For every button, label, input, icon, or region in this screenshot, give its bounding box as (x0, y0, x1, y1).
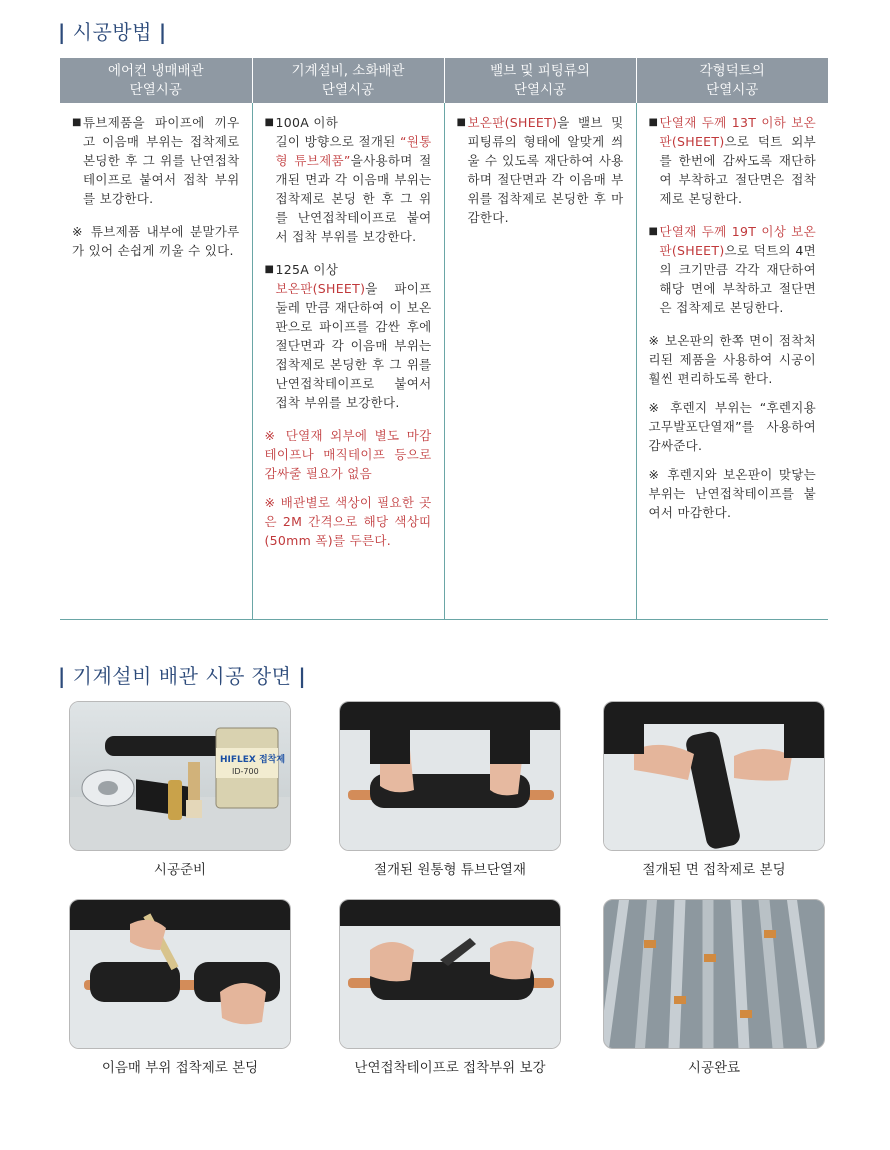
cell-duct (636, 103, 828, 620)
bullet-icon: ■ (456, 117, 467, 128)
bullet-icon: ■ (264, 117, 275, 128)
table-body-row (60, 103, 828, 620)
note-text: ※ 배관별로 색상이 필요한 곳은 2M 간격으로 해당 색상띠(50mm 폭)를 두른다. (264, 495, 432, 548)
list-item: ■ 보온판(SHEET)을 밸브 및 피팅류의 형태에 알맞게 씌울 수 있도록 재단하여 사용하며 절단면과 각 이음매 부위를 접착제로 본딩한 후 마감한다. (456, 115, 624, 225)
photo-bonding-face (603, 701, 825, 851)
list-item: ■ 단열재 두께 13T 이하 보온판(SHEET)으로 덕트 외부를 한번에 감싸도록 재단하여 부착하고 절단면은 접착제로 본딩한다. (648, 115, 816, 206)
photo-completed (603, 899, 825, 1049)
can-brand-text: HIFLEX 접착제 (220, 755, 286, 765)
method-table (60, 58, 828, 620)
bullet-icon: ■ (72, 117, 82, 128)
caption: 절개된 면 접착제로 본딩 (642, 862, 786, 878)
header-duct: 각형덕트의 단열시공 (636, 58, 828, 103)
photo-tape-reinforce (339, 899, 561, 1049)
note-text: ※ 단열재 외부에 별도 마감 테이프나 매직테이프 등으로 감싸줄 필요가 없음 (264, 428, 432, 481)
note-text: ※ 후렌지와 보온판이 맞닿는 부위는 난연접착테이프를 붙여서 마감한다. (648, 467, 816, 520)
note-text: ※ 보온판의 한쪽 면이 점착처리된 제품을 사용하여 시공이 훨씬 편리하도록 한다. (648, 333, 816, 386)
cell-mechanical (252, 103, 444, 620)
list-item: ■ 단열재 두께 19T 이상 보온판(SHEET)으로 덕트의 4면의 크기만큼 각각 재단하여 해당 면에 부착하고 절단면은 접착제로 본딩한다. (648, 224, 816, 315)
caption: 절개된 원통형 튜브단열재 (373, 862, 527, 878)
photo-bonding-joint (69, 899, 291, 1049)
section-title-method: | 시공방법 | (58, 20, 167, 44)
section-title-text: 시공방법 (72, 20, 152, 44)
section-title-scenes: | 기계설비 배관 시공 장면 | (58, 664, 307, 688)
header-aircon: 에어컨 냉매배관 단열시공 (60, 58, 252, 103)
can-model-text: ID-700 (232, 767, 259, 776)
list-item: ■ 100A 이하 길이 방향으로 절개된 “원통형 튜브제품”을사용하며 절개된 면과 각 이음매 부위는 접착제로 본딩 한 후 그 위를 난연접착테이프로 붙여서 접착 부위를 보강한다. (264, 115, 432, 244)
bullet-icon: ■ (648, 226, 659, 237)
note-text: ※ 튜브제품 내부에 분말가루가 있어 손쉽게 끼울 수 있다. (72, 224, 240, 258)
cell-valve (444, 103, 636, 620)
bullet-icon: ■ (264, 264, 275, 275)
note-text: ※ 후렌지 부위는 “후렌지용 고무발포단열재”를 사용하여 감싸준다. (648, 400, 816, 453)
header-mechanical: 기계설비, 소화배관 단열시공 (252, 58, 444, 103)
header-valve: 밸브 및 피팅류의 단열시공 (444, 58, 636, 103)
list-item: ■ 125A 이상 보온판(SHEET)을 파이프 둘레 만큼 재단하여 이 보온판으로 파이프를 감싼 후에 절단면과 각 이음매 부위는 접착제로 본딩한 후 그 위를 난연접착테이프로 붙여서 접착 부위를 보강한다. (264, 262, 432, 410)
caption: 시공완료 (687, 1060, 741, 1076)
photo-cut-tube (339, 701, 561, 851)
list-item: ■ 튜브제품을 파이프에 끼우고 이음매 부위는 접착제로 본딩한 후 그 위를 난연접착테이프로 붙여서 접착 부위를 보강한다. (72, 115, 240, 206)
caption: 난연접착테이프로 접착부위 보강 (354, 1060, 546, 1076)
table-header-row (60, 58, 828, 103)
bullet-icon: ■ (648, 117, 659, 128)
cell-aircon (60, 103, 252, 620)
caption: 이음매 부위 접착제로 본딩 (101, 1060, 259, 1076)
photo-preparation (69, 701, 291, 851)
caption: 시공준비 (153, 862, 207, 878)
section-title-text: 기계설비 배관 시공 장면 (72, 664, 292, 688)
